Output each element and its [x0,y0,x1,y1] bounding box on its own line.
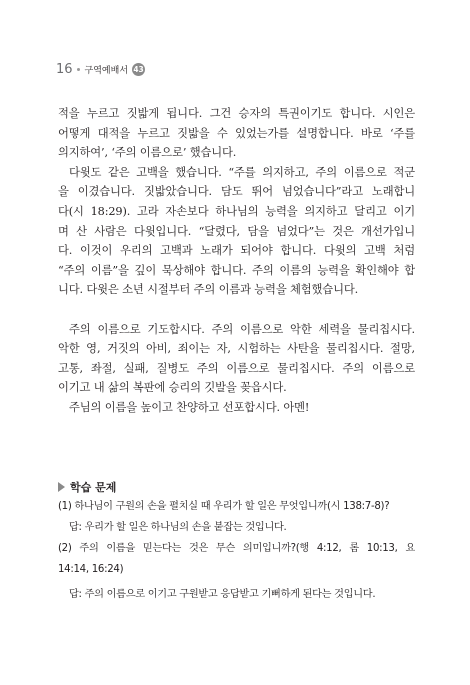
text-line: 다(시 18:29). 고라 자손보다 하나님의 능력을 의지하고 달리고 이기 [58,204,415,218]
study-heading-label: 학습 문제 [70,481,117,494]
body-text [58,104,415,418]
paragraph-gap [58,300,415,320]
chapter-badge: 43 [133,64,144,74]
text-line: 을 이겼습니다. 짓밟았습니다. 담도 뛰어 넘었습니다”라고 노래합니 [58,185,415,199]
answer-1: 답: 우리가 할 일은 하나님의 손을 붙잡는 것입니다. [69,522,287,533]
text-line: 악한 영, 거짓의 아비, 죄이는 자, 시험하는 사탄을 물리칩시다. 절망, [58,342,415,356]
question-1: (1) 하나님이 구원의 손을 펼치실 때 우리가 할 일은 무엇입니까(시 138:7-8)? [58,501,390,512]
text-line: “주의 이름”을 깊이 묵상해야 합니다. 주의 이름의 능력을 확인해야 합 [58,263,415,277]
text-line: 다윗도 같은 고백을 했습니다. “주를 의지하고, 주의 이름으로 적군 [69,165,415,179]
page-number: 16 [56,61,73,77]
text-line: 고통, 좌절, 실패, 질병도 주의 이름으로 물리칩시다. 주의 이름으로 [58,361,415,375]
text-line: 다. 이것이 우리의 고백과 노래가 되어야 합니다. 다윗의 고백 처럼 [58,244,415,258]
triangle-bullet-icon [58,482,65,492]
text-line: 이기고 내 삶의 복판에 승리의 깃발을 꽂읍시다. [58,381,287,395]
study-questions [58,478,415,605]
text-line: 적을 누르고 짓밟게 됩니다. 그건 승자의 특권이기도 합니다. 시인은 [58,107,415,120]
text-line: 니다. 다윗은 소년 시절부터 주의 이름과 능력을 체험했습니다. [58,283,359,297]
separator-dot [77,68,80,71]
question-2: (2) 주의 이름을 믿는다는 것은 무슨 의미입니까?(행 4:12, 롬 10:13, 요 [58,543,415,554]
text-line: 며 산 사람은 다윗입니다. “달렸다, 담을 넘었다”는 것은 개선가입니 [58,224,415,238]
page-header [56,59,145,79]
text-line: 주의 이름으로 기도합시다. 주의 이름으로 악한 세력을 물리칩시다. [69,322,415,336]
question-2-continued: 14:14, 16:24) [58,564,124,575]
study-heading [58,478,415,496]
text-line: 주님의 이름을 높이고 찬양하고 선포합시다. 아멘! [69,400,310,414]
answer-2: 답: 주의 이름으로 이기고 구원받고 응답받고 기뻐하게 된다는 것입니다. [69,589,376,600]
text-line: 어떻게 대적을 누르고 짓밟을 수 있었는가를 설명합니다. 바로 ‘주를 [58,126,415,140]
text-line: 의지하여’, ‘주의 이름으로’ 했습니다. [58,146,237,160]
book-title: 구역예배서 [84,65,129,76]
